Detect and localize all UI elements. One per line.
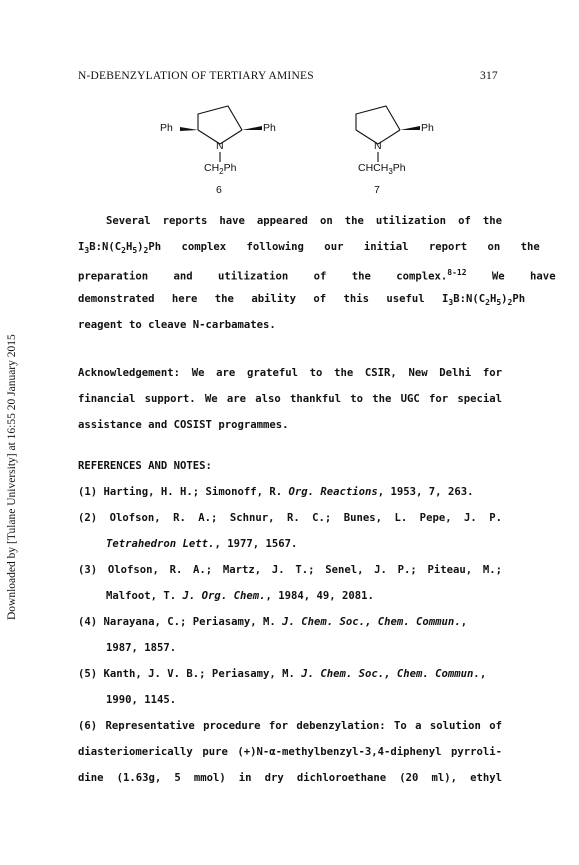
s6-right-ph: Ph bbox=[263, 122, 276, 134]
structure-6-wedge-right bbox=[242, 126, 262, 130]
ack-line2: financial support. We are also thankful to the UGC for special bbox=[78, 393, 502, 405]
para1-line3: preparation and utilization of the complex.$^{8-12}$ We have bbox=[78, 268, 556, 283]
ref-6-line3: dine (1.63g, 5 mmol) in dry dichloroethane (20 ml), ethyl bbox=[78, 772, 502, 784]
ref-3-line2: Malfoot, T. J. Org. Chem., 1984, 49, 2081. bbox=[106, 590, 374, 602]
ref-6-line1: (6) Representative procedure for debenzylation: To a solution of bbox=[78, 720, 502, 732]
structure-6-ring bbox=[198, 106, 242, 162]
para1-line5: reagent to cleave N-carbamates. bbox=[78, 319, 276, 331]
compound-number-7: 7 bbox=[374, 184, 380, 196]
para1-line2: $I_3B:N(C_2H_5)_2Ph$ complex following our initial report on the bbox=[78, 241, 540, 256]
structure-7-ring bbox=[356, 106, 400, 162]
structure-7-wedge-right bbox=[400, 126, 420, 130]
ref-5-line2: 1990, 1145. bbox=[106, 694, 177, 706]
s7-n-substituent: $CHCH_3Ph$ bbox=[358, 162, 406, 177]
compound-number-6: 6 bbox=[216, 184, 222, 196]
ack-line3: assistance and COSIST programmes. bbox=[78, 419, 289, 431]
s7-right-ph: Ph bbox=[421, 122, 434, 134]
para1-line1: Several reports have appeared on the utilization of the bbox=[106, 215, 502, 227]
running-title: N-DEBENZYLATION OF TERTIARY AMINES bbox=[78, 70, 314, 82]
ack-line1: Acknowledgement: We are grateful to the CSIR, New Delhi for bbox=[78, 367, 502, 379]
ref-2-line1: (2) Olofson, R. A.; Schnur, R. C.; Bunes, L. Pepe, J. P. bbox=[78, 512, 502, 524]
s6-left-ph: Ph bbox=[160, 122, 173, 134]
ref-4-line2: 1987, 1857. bbox=[106, 642, 177, 654]
ref-6-line2: diasteriomerically pure (+)N-α-methylbenzyl-3,4-diphenyl pyrroli- bbox=[78, 746, 502, 758]
ref-1: (1) Harting, H. H.; Simonoff, R. Org. Reactions, 1953, 7, 263. bbox=[78, 486, 474, 498]
s6-nitrogen: N bbox=[216, 140, 224, 152]
structure-6-wedge-left bbox=[180, 127, 198, 131]
structure-diagrams bbox=[150, 100, 470, 205]
ref-3-line1: (3) Olofson, R. A.; Martz, J. T.; Senel, J. P.; Piteau, M.; bbox=[78, 564, 502, 576]
download-watermark: Downloaded by [Tulane University] at 16:55 20 January 2015 bbox=[6, 334, 18, 620]
s6-n-substituent: $CH_2Ph$ bbox=[204, 162, 237, 177]
para1-line4: demonstrated here the ability of this useful $I_3B:N(C_2H_5)_2Ph$ bbox=[78, 293, 526, 308]
ref-5-line1: (5) Kanth, J. V. B.; Periasamy, M. J. Chem. Soc., Chem. Commun., bbox=[78, 668, 487, 680]
ref-2-line2: Tetrahedron Lett., 1977, 1567. bbox=[106, 538, 298, 550]
s7-nitrogen: N bbox=[374, 140, 382, 152]
page-number: 317 bbox=[480, 70, 498, 82]
references-heading: REFERENCES AND NOTES: bbox=[78, 460, 212, 472]
ref-4-line1: (4) Narayana, C.; Periasamy, M. J. Chem. Soc., Chem. Commun., bbox=[78, 616, 468, 628]
